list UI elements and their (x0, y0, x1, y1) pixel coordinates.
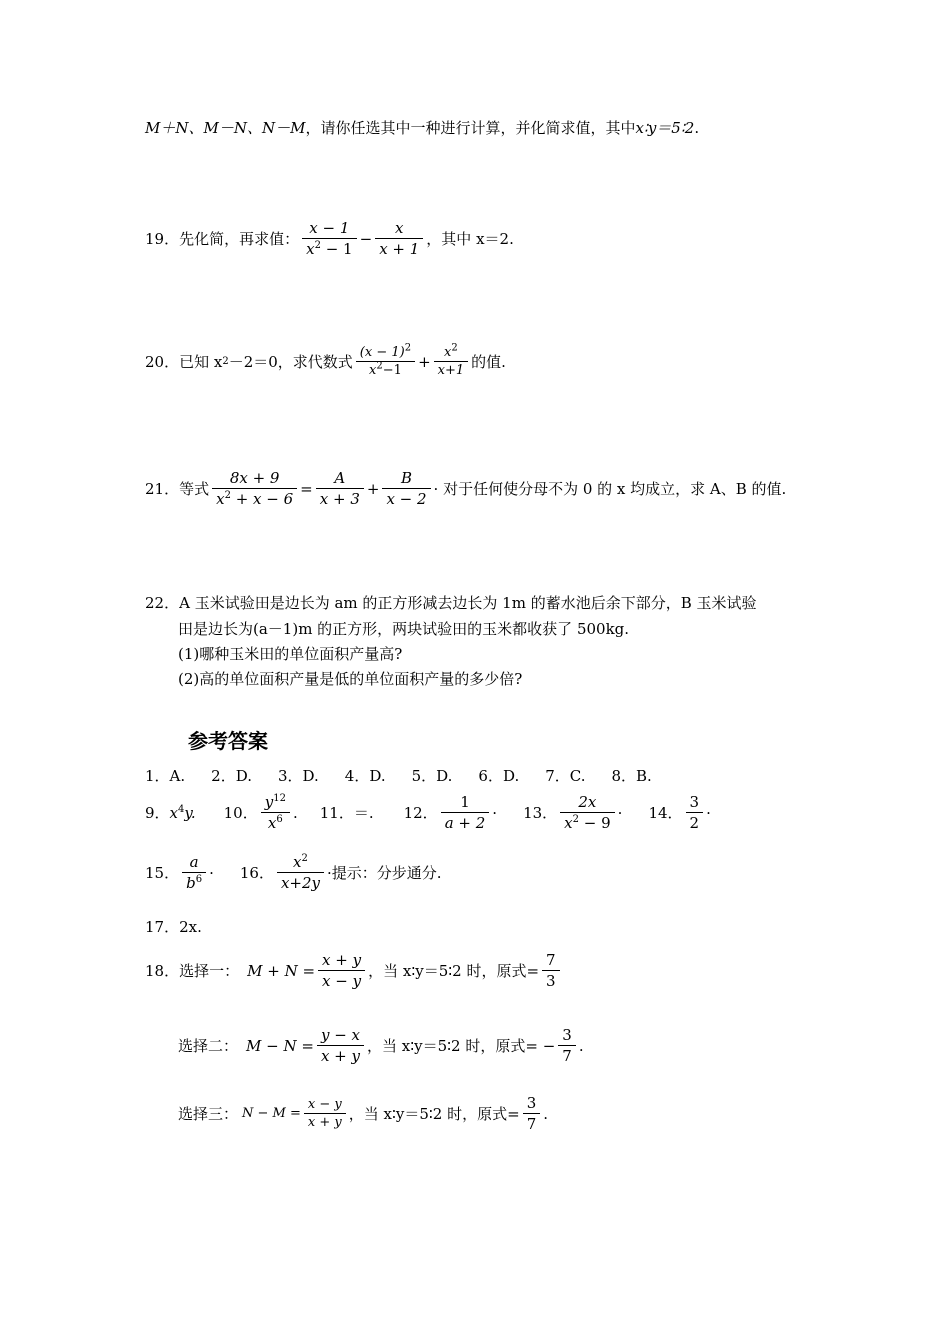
answer-9: 9．$x^4y$. (145, 803, 196, 822)
answer-6: 6．D. (478, 767, 520, 785)
answer-18-choice-3: 选择三： N − M = $\frac{x - y}{x + y}$ ，当 x∶y＝5∶2 时，原式 = $\frac{3}{7}$ . (178, 1094, 549, 1133)
q21-fraction-1: $\frac{8x + 9}{x^2 + x - 6}$ (212, 468, 297, 509)
answer-18-choice-1: 18． 选择一： M + N = $\frac{x + y}{x - y}$ ，当 x∶y＝5∶2 时，原式 = $\frac{7}{3}$ (145, 950, 563, 991)
answer-2: 2．D. (211, 767, 252, 785)
question-22-part-1: (1)哪种玉米田的单位面积产量高? (178, 645, 403, 663)
answer-18-choice-2: 选择二： M − N = $\frac{y - x}{x + y}$ ，当 x∶y＝5∶2 时，原式 = − $\frac{3}{7}$ . (178, 1026, 584, 1065)
q20-fraction-1: $\frac{(x - 1)^2}{x^2-1}$ (356, 344, 415, 379)
answer-3: 3．D. (277, 767, 319, 785)
q20-fraction-2: $\frac{x^2}{x+1}$ (434, 344, 469, 379)
q18-cond: x∶y＝5∶2 (635, 119, 695, 137)
answer-12-fraction: $\frac{1}{a + 2}$ (441, 792, 490, 833)
answer-8: 8．B. (611, 767, 652, 785)
q18-text: ，请你任选其中一种进行计算，并化简求值，其中 (305, 119, 636, 137)
answer-13-fraction: $\frac{2x}{x^2 - 9}$ (560, 792, 615, 833)
question-21: 21． 等式 $\frac{8x + 9}{x^2 + x - 6}$ = $\frac{A}{x + 3}$ + $\frac{B}{x - 2}$ · 对于任何使分母不为 0 的 x 均成立，求 A、B 的值. (145, 469, 787, 508)
answers-heading: 参考答案 (188, 729, 268, 753)
answers-row-1 (145, 766, 678, 786)
answers-row-3: 15． $\frac{a}{b^6}$ · 16． $\frac{x^2}{x+2y}$ · 提示：分步通分. (145, 853, 442, 892)
answer-18-number: 18． (145, 961, 180, 980)
answer-17: 17．2x. (145, 918, 202, 936)
q18-ops: M＋N、M－N、N－M (145, 119, 306, 137)
q19-condition: ，其中 x＝2. (426, 229, 514, 248)
q19-fraction-1: $\frac{x - 1}{x^2 - 1}$ (302, 218, 357, 259)
q20-number: 20． (145, 352, 180, 371)
answer-14-fraction: $\frac{3}{2}$ (686, 792, 704, 833)
question-22-line-1: 22．A 玉米试验田是边长为 am 的正方形减去边长为 1m 的蓄水池后余下部分，B 玉米试验 (145, 594, 757, 612)
answer-1: 1．A. (145, 767, 186, 785)
answer-7: 7．C. (545, 767, 586, 785)
answer-4: 4．D. (344, 767, 386, 785)
question-22-part-2: (2)高的单位面积产量是低的单位面积产量的多少倍? (178, 670, 523, 688)
question-22-line-2: 田是边长为(a－1)m 的正方形，两块试验田的玉米都收获了 500kg. (178, 620, 630, 638)
answer-16-hint: 提示：分步通分. (331, 863, 442, 882)
choice-1-result: $\frac{7}{3}$ (542, 950, 560, 991)
answers-row-2: 9．$x^4y$. 10． $\frac{y^{12}}{x^6}$ . 11．＝. 12． $\frac{1}{a + 2}$ · 13． $\frac{2x}{x^2 - 9}$ · 14． $\frac{3}{2}$ · (145, 793, 711, 832)
choice-2-fraction: $\frac{y - x}{x + y}$ (317, 1025, 364, 1066)
answer-11: 11．＝. (319, 803, 374, 822)
q19-fraction-2: $\frac{x}{x + 1}$ (375, 218, 423, 259)
q19-text: 先化简，再求值： (179, 229, 300, 248)
answer-16-fraction: $\frac{x^2}{x+2y}$ (277, 852, 324, 893)
choice-1-fraction: $\frac{x + y}{x - y}$ (318, 950, 365, 991)
q21-fraction-3: $\frac{B}{x - 2}$ (382, 468, 430, 509)
q18-continuation: M＋N、M－N、N－M，请你任选其中一种进行计算，并化简求值，其中x∶y＝5∶2. (145, 119, 700, 137)
question-19: 19． 先化简，再求值： $\frac{x - 1}{x^2 - 1}$ − $\frac{x}{x + 1}$ ，其中 x＝2. (145, 219, 514, 258)
choice-3-fraction: $\frac{x - y}{x + y}$ (304, 1096, 346, 1131)
choice-3-result: $\frac{3}{7}$ (523, 1093, 541, 1134)
q21-number: 21． (145, 479, 180, 498)
q22-number: 22． (145, 594, 180, 612)
answer-10-fraction: $\frac{y^{12}}{x^6}$ (261, 792, 290, 833)
question-20: 20． 已知 x 2 －2＝0，求代数式 $\frac{(x - 1)^2}{x^2-1}$ + $\frac{x^2}{x+1}$ 的值. (145, 342, 506, 378)
answer-5: 5．D. (411, 767, 453, 785)
q21-fraction-2: $\frac{A}{x + 3}$ (316, 468, 364, 509)
q19-number: 19． (145, 229, 180, 248)
choice-2-result: $\frac{3}{7}$ (558, 1025, 576, 1066)
answer-15-fraction: $\frac{a}{b^6}$ (182, 852, 206, 893)
